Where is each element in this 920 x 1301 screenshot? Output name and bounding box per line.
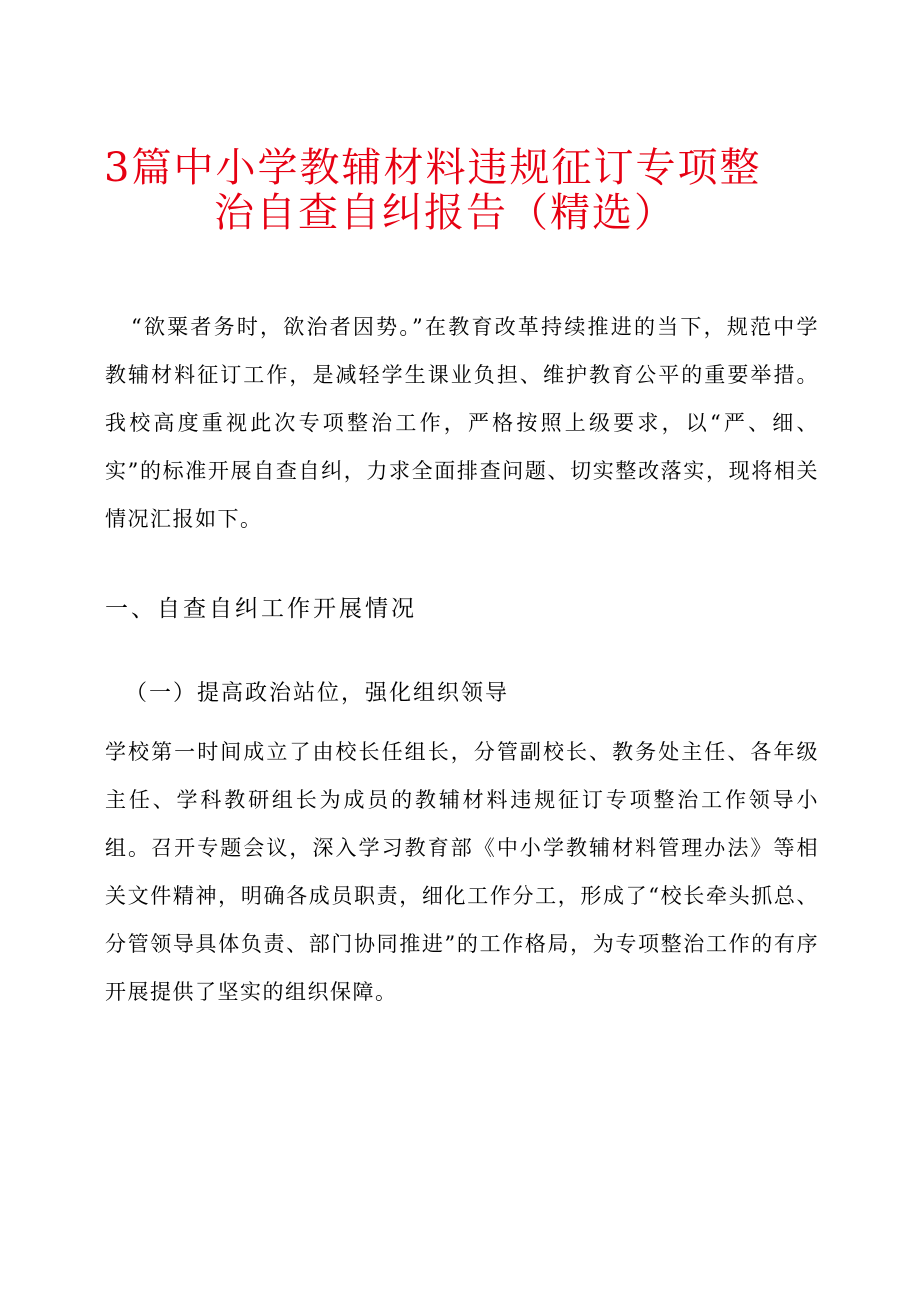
section-1-heading: 一、自查自纠工作开展情况 — [105, 596, 417, 622]
document-title-line-1: 3篇中小学教辅材料违规征订专项整 — [104, 145, 762, 191]
document-title-line-2: 治自查自纠报告（精选） — [214, 190, 676, 236]
subsection-1-heading: （一）提高政治站位，强化组织领导 — [125, 681, 510, 706]
subsection-1-paragraph: 学校第一时间成立了由校长任组长，分管副校长、教务处主任、各年级主任、学科教研组长为成员的教辅材料违规征订专项整治工作领导小组。召开专题会议，深入学习教育部《中小学教辅材料管理办法》等相关文件精神，明确各成员职责，细化工作分工，形成了“校长牵头抓总、分管领导具体负责、部门协同推进”的工作格局，为专项整治工作的有序开展提供了坚实的组织保障。 — [105, 740, 819, 1004]
intro-paragraph: “欲粟者务时，欲治者因势。”在教育改革持续推进的当下，规范中学教辅材料征订工作，是减轻学生课业负担、维护教育公平的重要举措。我校高度重视此次专项整治工作，严格按照上级要求，以“严、细、实”的标准开展自查自纠，力求全面排查问题、切实整改落实，现将相关情况汇报如下。 — [105, 315, 819, 531]
